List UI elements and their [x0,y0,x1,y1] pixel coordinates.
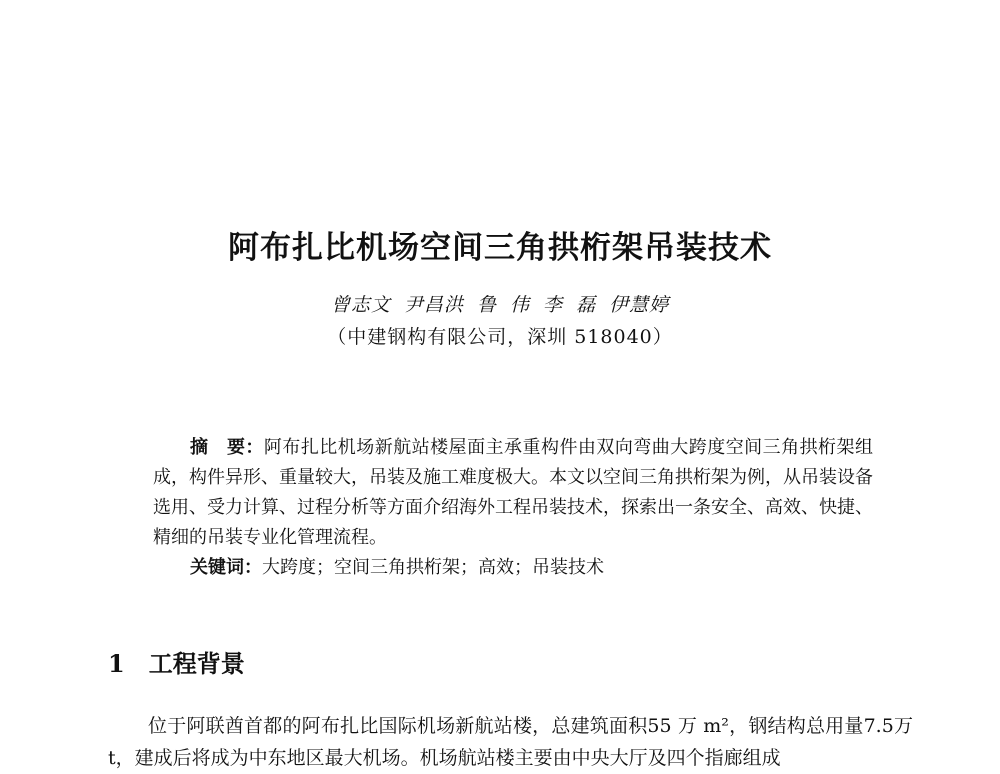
keywords-paragraph [153,553,873,583]
section-number: 1 [108,649,125,678]
paper-title: 阿布扎比机场空间三角拱桁架吊装技术 [228,230,772,266]
abstract-label: 摘 要： [190,437,264,458]
section-title: 工程背景 [148,650,245,678]
author-list: 曾志文 尹昌洪 鲁 伟 李 磊 伊慧婷 [330,294,670,316]
abstract-text: 阿布扎比机场新航站楼屋面主承重构件由双向弯曲大跨度空间三角拱桁架组成，构件异形、重量较大，吊装及施工难度极大。本文以空间三角拱桁架为例，从吊装设备选用、受力计算、过程分析等方面介绍海外工程吊装技术，探索出一条安全、高效、快捷、精细的吊装专业化管理流程。 [153,437,873,548]
body-paragraph: 位于阿联酋首都的阿布扎比国际机场新航站楼，总建筑面积55 万 m²，钢结构总用量7.5万t，建成后将成为中东地区最大机场。机场航站楼主要由中央大厅及四个指廊组成 [108,715,913,769]
abstract-paragraph [153,433,873,553]
abstract-block [153,433,873,583]
affiliation: （中建钢构有限公司，深圳 518040） [327,326,673,348]
keywords-label: 关键词： [190,557,262,578]
keywords-text: 大跨度；空间三角拱桁架；高效；吊装技术 [262,557,604,578]
section-heading [108,644,245,679]
body-text-block [108,710,913,774]
